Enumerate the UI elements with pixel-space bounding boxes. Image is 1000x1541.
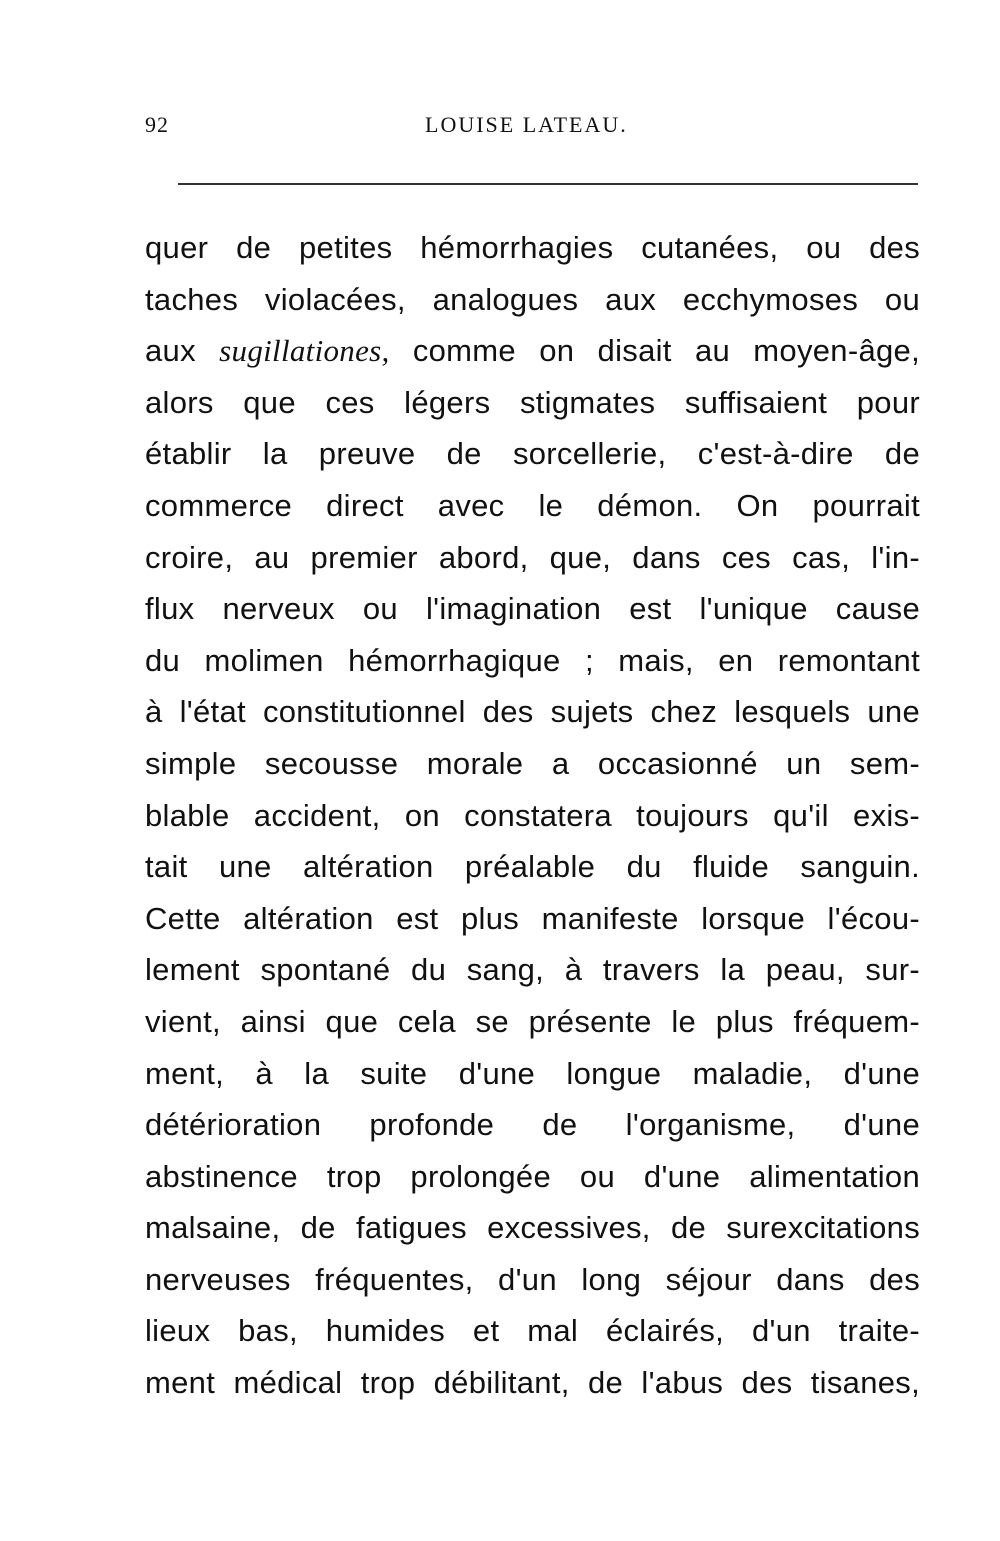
text-line-3-start: aux [145, 333, 196, 369]
text-line-4: alors que ces légers stigmates suffisaient pour [145, 384, 920, 420]
page-number: 92 [145, 112, 169, 137]
text-line-22: lieux bas, humides et mal éclairés, d'un traite- [145, 1313, 920, 1349]
text-line-5: établir la preuve de sorcellerie, c'est-à-dire de [145, 436, 920, 472]
text-line-9: du molimen hémorrhagique ; mais, en remontant [145, 642, 920, 678]
text-line-21: nerveuses fréquentes, d'un long séjour dans des [145, 1261, 920, 1297]
text-line-3 [145, 325, 920, 377]
text-line-2: taches violacées, analogues aux ecchymoses ou [145, 281, 920, 317]
text-line-1: quer de petites hémorrhagies cutanées, ou des [145, 230, 920, 265]
header-rule [178, 183, 918, 185]
text-line-10: à l'état constitutionnel des sujets chez lesquels une [145, 694, 920, 730]
text-line-11: simple secousse morale a occasionné un sem- [145, 745, 920, 781]
text-line-23: ment médical trop débilitant, de l'abus des tisanes, [145, 1365, 920, 1401]
text-line-17: ment, à la suite d'une longue maladie, d'une [145, 1055, 920, 1091]
text-line-14: Cette altération est plus manifeste lorsque l'écou- [145, 900, 920, 936]
text-line-7: croire, au premier abord, que, dans ces cas, l'in- [145, 539, 920, 575]
text-line-18: détérioration profonde de l'organisme, d'une [145, 1107, 920, 1143]
running-title: LOUISE LATEAU. [425, 112, 628, 137]
text-line-19: abstinence trop prolongée ou d'une alimentation [145, 1158, 920, 1194]
text-line-13: tait une altération préalable du fluide sanguin. [145, 849, 920, 885]
text-line-15: lement spontané du sang, à travers la peau, sur- [145, 952, 920, 988]
running-head [145, 112, 925, 148]
text-line-20: malsaine, de fatigues excessives, de surexcitations [145, 1210, 920, 1246]
text-line-12: blable accident, on constatera toujours qu'il exis- [145, 797, 920, 833]
text-line-3-rest: comme on disait au moyen-âge, [412, 333, 920, 369]
text-line-8: flux nerveux ou l'imagination est l'unique cause [145, 591, 920, 627]
text-line-6: commerce direct avec le démon. On pourrait [145, 487, 920, 523]
text-line-16: vient, ainsi que cela se présente le plus fréquem- [145, 1003, 920, 1039]
body-text [145, 222, 920, 1409]
latin-term: sugillationes, [219, 333, 390, 369]
